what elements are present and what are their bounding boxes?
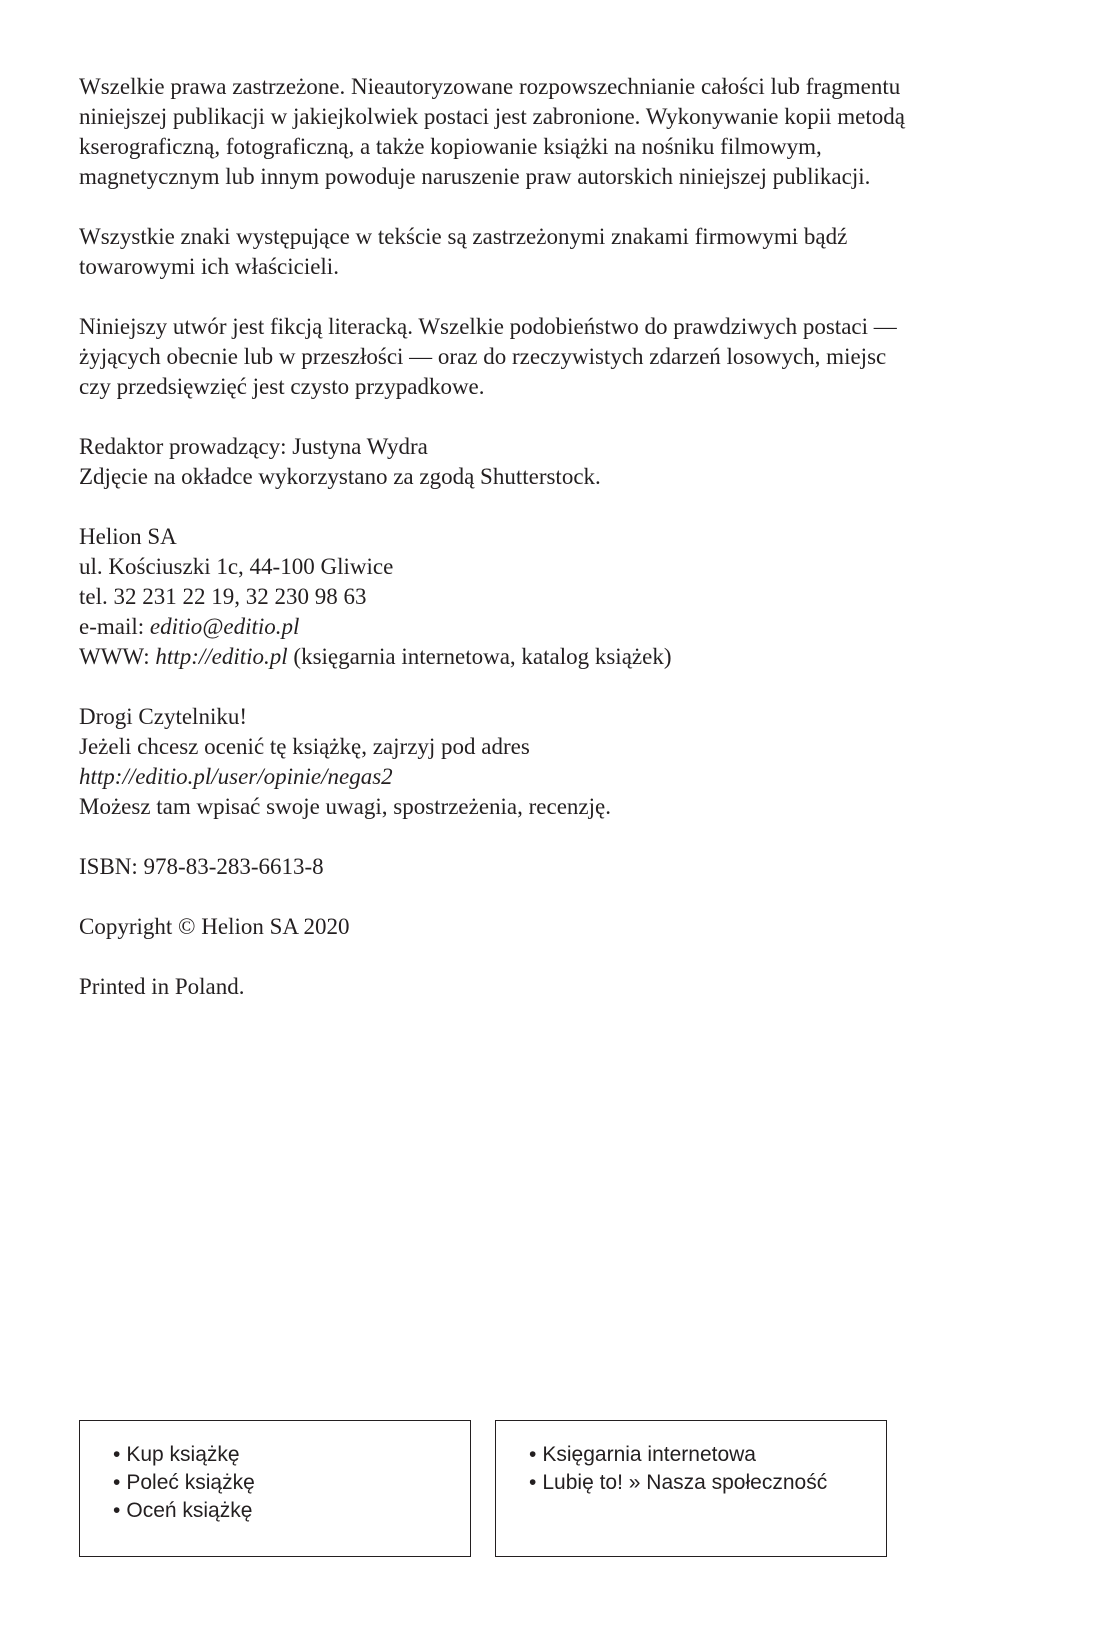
fiction-paragraph [79, 312, 1009, 402]
link-label: Lubię to! » Nasza społeczność [542, 1471, 828, 1494]
reader-note [79, 702, 1009, 822]
bullet-icon: • [529, 1443, 537, 1466]
page-content [79, 72, 1009, 1032]
review-link[interactable]: http://editio.pl/user/opinie/negas2 [79, 764, 393, 789]
text-line: Niniejszy utwór jest fikcją literacką. Wszelkie podobieństwo do prawdziwych postaci — [79, 314, 897, 339]
community-link[interactable] [529, 1469, 886, 1497]
publisher-www-line [79, 642, 1009, 672]
isbn-text: ISBN: 978-83-283-6613-8 [79, 854, 324, 879]
text-line: żyjących obecnie lub w przeszłości — oraz do rzeczywistych zdarzeń losowych, miejsc [79, 344, 887, 369]
text-line: Wszystkie znaki występujące w tekście są zastrzeżonymi znakami firmowymi bądź [79, 224, 848, 249]
publisher-phone: tel. 32 231 22 19, 32 230 98 63 [79, 584, 367, 609]
review-url-line [79, 762, 1009, 792]
buy-book-link[interactable] [113, 1441, 470, 1469]
editor-credit: Redaktor prowadzący: Justyna Wydra [79, 434, 428, 459]
credits [79, 432, 1009, 492]
link-label: Poleć książkę [126, 1471, 255, 1494]
reader-line-2: Możesz tam wpisać swoje uwagi, spostrzeżenia, recenzję. [79, 794, 611, 819]
bullet-icon: • [113, 1499, 121, 1522]
text-line: towarowymi ich właścicieli. [79, 254, 339, 279]
book-actions-list [80, 1421, 470, 1525]
publisher-address: ul. Kościuszki 1c, 44-100 Gliwice [79, 554, 394, 579]
text-line: kserograficzną, fotograficzną, a także kopiowanie książki na nośniku filmowym, [79, 134, 822, 159]
trademarks-paragraph [79, 222, 1009, 282]
publisher-email-line [79, 612, 1009, 642]
link-label: Kup książkę [126, 1443, 240, 1466]
cover-photo-credit: Zdjęcie na okładce wykorzystano za zgodą Shutterstock. [79, 464, 601, 489]
bullet-icon: • [113, 1443, 121, 1466]
book-actions-box [79, 1420, 471, 1557]
rights-paragraph [79, 72, 1009, 192]
online-bookstore-link[interactable] [529, 1441, 886, 1469]
text-line: niniejszej publikacji w jakiejkolwiek postaci jest zabronione. Wykonywanie kopii metodą [79, 104, 905, 129]
bullet-icon: • [529, 1471, 537, 1494]
reader-greeting: Drogi Czytelniku! [79, 704, 247, 729]
link-label: Księgarnia internetowa [542, 1443, 756, 1466]
bullet-icon: • [113, 1471, 121, 1494]
email-link[interactable]: editio@editio.pl [149, 614, 300, 639]
publisher-info [79, 522, 1009, 672]
copyright [79, 912, 1009, 942]
publisher-name: Helion SA [79, 524, 177, 549]
printed-in [79, 972, 1009, 1002]
copyright-text: Copyright © Helion SA 2020 [79, 914, 350, 939]
bookstore-box [495, 1420, 887, 1557]
recommend-book-link[interactable] [113, 1469, 470, 1497]
reader-line-1: Jeżeli chcesz ocenić tę książkę, zajrzyj pod adres [79, 734, 530, 759]
text-line: magnetycznym lub innym powoduje naruszenie praw autorskich niniejszej publikacji. [79, 164, 871, 189]
email-label: e-mail: [79, 614, 150, 639]
rate-book-link[interactable] [113, 1497, 470, 1525]
printed-in-text: Printed in Poland. [79, 974, 245, 999]
bookstore-list [496, 1421, 886, 1497]
www-label: WWW: [79, 644, 156, 669]
www-note: (księgarnia internetowa, katalog książek) [287, 644, 672, 669]
text-line: Wszelkie prawa zastrzeżone. Nieautoryzowane rozpowszechnianie całości lub fragmentu [79, 74, 901, 99]
www-link[interactable]: http://editio.pl [155, 644, 288, 669]
text-line: czy przedsięwzięć jest czysto przypadkowe. [79, 374, 485, 399]
isbn [79, 852, 1009, 882]
link-label: Oceń książkę [126, 1499, 253, 1522]
